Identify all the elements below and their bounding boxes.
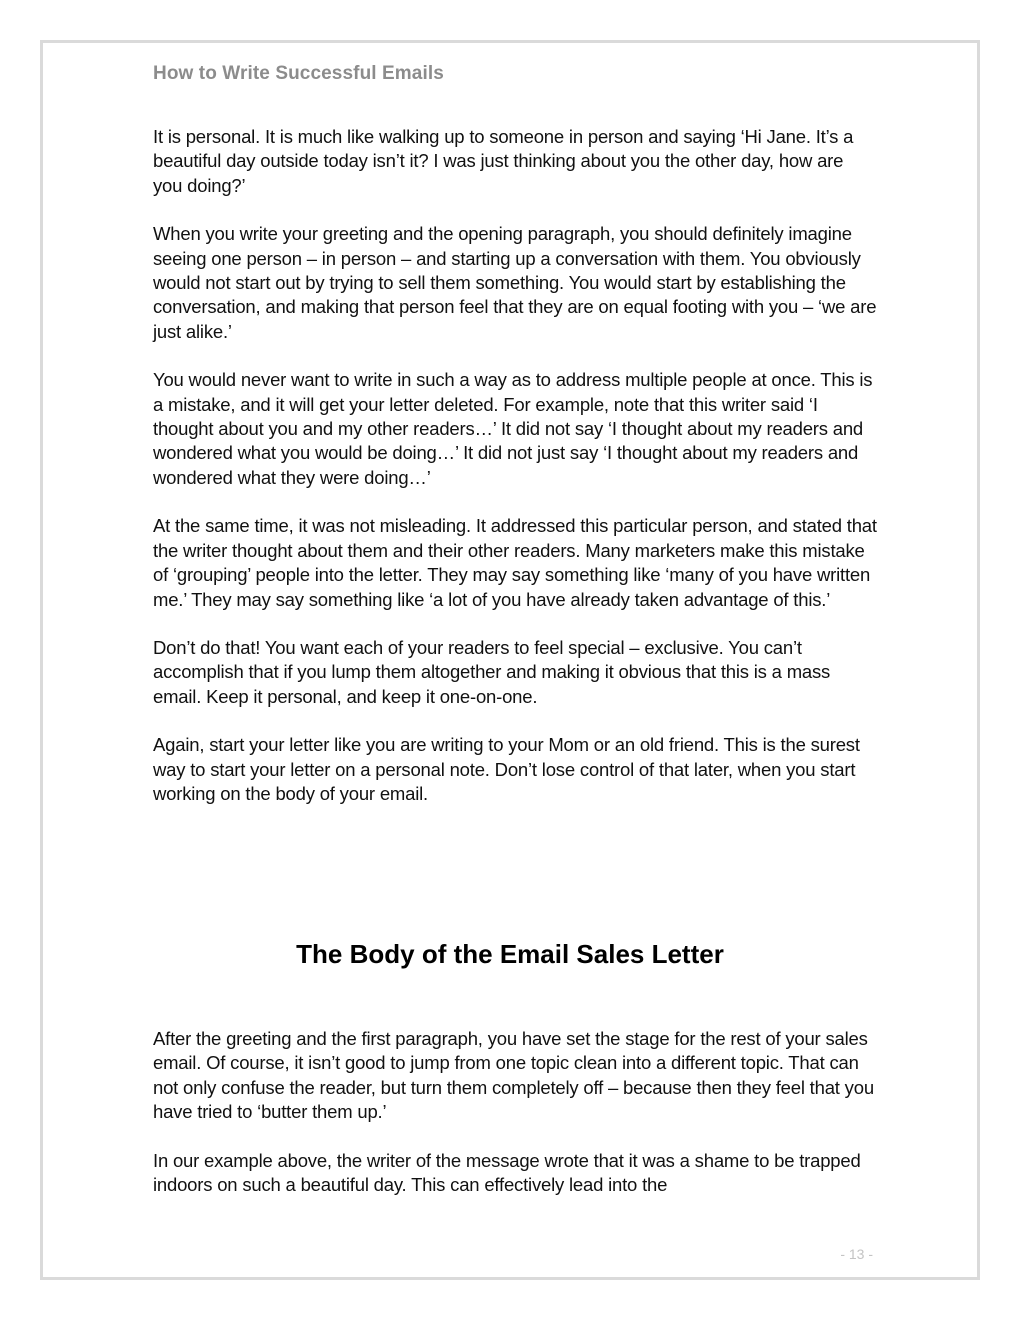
page-number: - 13 - (840, 1246, 873, 1262)
running-header: How to Write Successful Emails (153, 63, 444, 84)
paragraph: When you write your greeting and the opening paragraph, you should definitely imagine seeing one person – in person – and starting up a conversation with them. You obviously would not start out by trying to sell them something. You would start by establishing the conversation, and making that person feel that they are on equal footing with you – ‘we are just alike.’ (153, 223, 877, 342)
body-text-bottom (153, 1027, 877, 1221)
document-page (40, 40, 980, 1280)
paragraph: It is personal. It is much like walking up to someone in person and saying ‘Hi Jane. It’s a beautiful day outside today isn’t it? I was just thinking about you the other day, how are you doing?’ (153, 126, 854, 196)
paragraph: After the greeting and the first paragraph, you have set the stage for the rest of your sales email. Of course, it isn’t good to jump from one topic clean into a different topic. That can not only confuse the reader, but turn them completely off – because then they feel that you have tried to ‘butter them up.’ (153, 1028, 874, 1123)
body-text-top (153, 125, 877, 830)
paragraph: Don’t do that! You want each of your readers to feel special – exclusive. You can’t accomplish that if you lump them altogether and making it obvious that this is a mass email. Keep it personal, and keep it one-on-one. (153, 636, 831, 707)
paragraph: In our example above, the writer of the message wrote that it was a shame to be trapped indoors on such a beautiful day. This can effectively lead into the (153, 1149, 861, 1196)
paragraph: At the same time, it was not misleading. It addressed this particular person, and stated that the writer thought about them and their other readers. Many marketers make this mistake of ‘grouping’ people into the letter. They may say something like ‘many of you have written me.’ They may say something like ‘a lot of you have already taken advantage of this.’ (153, 515, 877, 610)
paragraph: You would never want to write in such a way as to address multiple people at once. This is a mistake, and it will get your letter deleted. For example, note that this writer said ‘I thought about you and my other readers…’ It did not say ‘I thought about my readers and wondered what you would be doing…’ It did not just say ‘I thought about my readers and wondered what they were doing…’ (153, 369, 873, 488)
paragraph: Again, start your letter like you are writing to your Mom or an old friend. This is the surest way to start your letter on a personal note. Don’t lose control of that later, when you start working on the body of your email. (153, 734, 860, 804)
section-heading: The Body of the Email Sales Letter (296, 939, 724, 969)
